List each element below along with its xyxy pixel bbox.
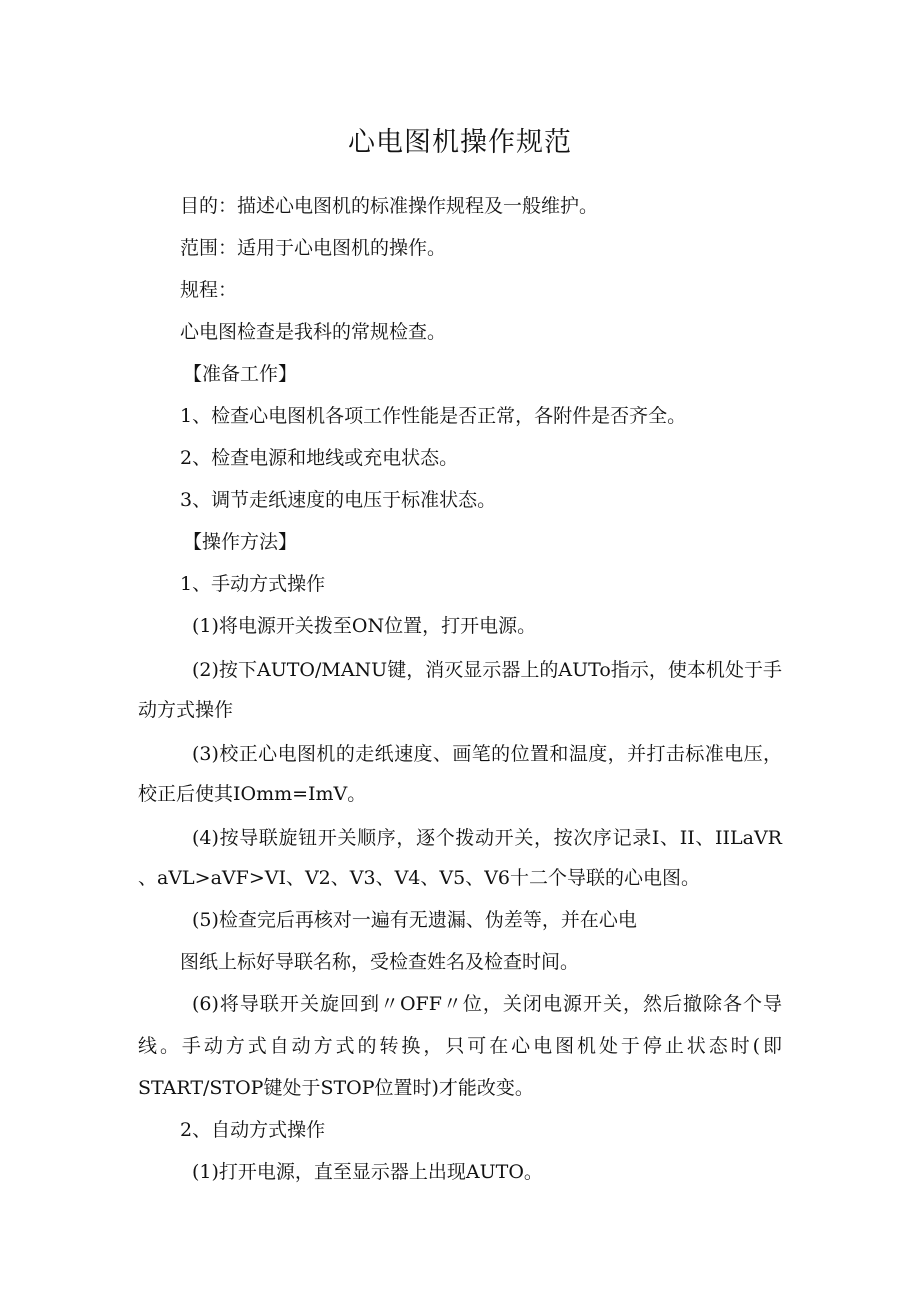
purpose-line: 目的：描述心电图机的标准操作规程及一般维护。 <box>180 195 599 217</box>
procedure-heading: 规程： <box>180 279 238 301</box>
manual-step-6: (6)将导联开关旋回到〃OFF〃位，关闭电源开关，然后撤除各个导 <box>192 993 782 1015</box>
manual-mode-heading: 1、手动方式操作 <box>180 573 326 595</box>
auto-step-1: (1)打开电源，直至显示器上出现AUTO。 <box>192 1161 543 1183</box>
document-title: 心电图机操作规范 <box>348 127 572 158</box>
manual-step-5-cont: 图纸上标好导联名称，受检查姓名及检查时间。 <box>180 951 580 973</box>
manual-step-4-cont: 、aVL>aVF>VI、V2、V3、V4、V5、V6十二个导联的心电图。 <box>138 867 701 889</box>
auto-mode-heading: 2、自动方式操作 <box>180 1119 326 1141</box>
manual-step-6-cont-1: 线。手动方式自动方式的转换，只可在心电图机处于停止状态时(即 <box>138 1035 782 1057</box>
manual-step-5: (5)检查完后再核对一遍有无遗漏、伪差等，并在心电 <box>192 909 637 931</box>
manual-step-3-cont: 校正后使其IOmm=ImV。 <box>138 783 367 805</box>
manual-step-2-cont: 动方式操作 <box>138 699 234 721</box>
intro-line: 心电图检查是我科的常规检查。 <box>180 321 447 343</box>
manual-step-1: (1)将电源开关拨至ON位置，打开电源。 <box>192 615 537 637</box>
prep-item-1: 1、检查心电图机各项工作性能是否正常，各附件是否齐全。 <box>180 405 687 427</box>
manual-step-4: (4)按导联旋钮开关顺序，逐个拨动开关，按次序记录I、II、IILaVR <box>192 827 782 849</box>
section-heading-preparation: 【准备工作】 <box>183 363 298 385</box>
section-heading-method: 【操作方法】 <box>183 531 298 553</box>
prep-item-2: 2、检查电源和地线或充电状态。 <box>180 447 459 469</box>
prep-item-3: 3、调节走纸速度的电压于标准状态。 <box>180 489 497 511</box>
manual-step-3: (3)校正心电图机的走纸速度、画笔的位置和温度，并打击标准电压， <box>192 743 782 765</box>
manual-step-2: (2)按下AUTO/MANU键，消灭显示器上的AUTo指示，使本机处于手 <box>192 659 782 681</box>
manual-step-6-cont-2: START/STOP键处于STOP位置时)才能改变。 <box>138 1077 534 1099</box>
scope-line: 范围：适用于心电图机的操作。 <box>180 237 447 259</box>
